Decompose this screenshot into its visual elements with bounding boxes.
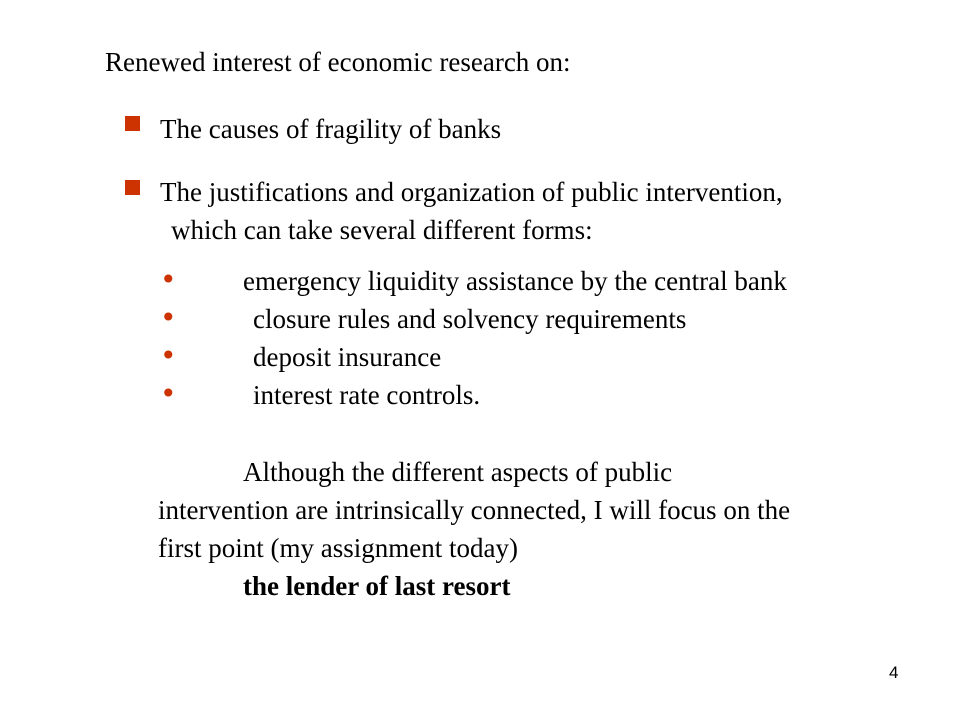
form-item: emergency liquidity assistance by the central bank: [243, 266, 787, 296]
dot-bullet-icon: •: [160, 263, 177, 296]
dot-bullet-icon: •: [160, 301, 177, 334]
paragraph-line: Although the different aspects of public: [243, 457, 673, 487]
paragraph-line: first point (my assignment today): [158, 533, 518, 563]
point-public-intervention: The justifications and organization of public intervention,: [160, 177, 783, 207]
slide-heading: Renewed interest of economic research on:: [105, 47, 571, 77]
form-item: deposit insurance: [253, 342, 442, 372]
dot-bullet-icon: •: [160, 339, 177, 372]
form-item: closure rules and solvency requirements: [253, 304, 687, 334]
paragraph-line: intervention are intrinsically connected, I will focus on the: [158, 495, 791, 525]
form-item: interest rate controls.: [253, 380, 481, 410]
page-number: 4: [889, 663, 899, 682]
square-bullet-icon: [125, 180, 140, 195]
point-public-intervention-continuation: which can take several different forms:: [171, 215, 593, 245]
dot-bullet-icon: •: [160, 377, 177, 410]
point-fragility: The causes of fragility of banks: [160, 114, 502, 144]
lender-of-last-resort: the lender of last resort: [243, 571, 511, 601]
square-bullet-icon: [125, 116, 140, 131]
